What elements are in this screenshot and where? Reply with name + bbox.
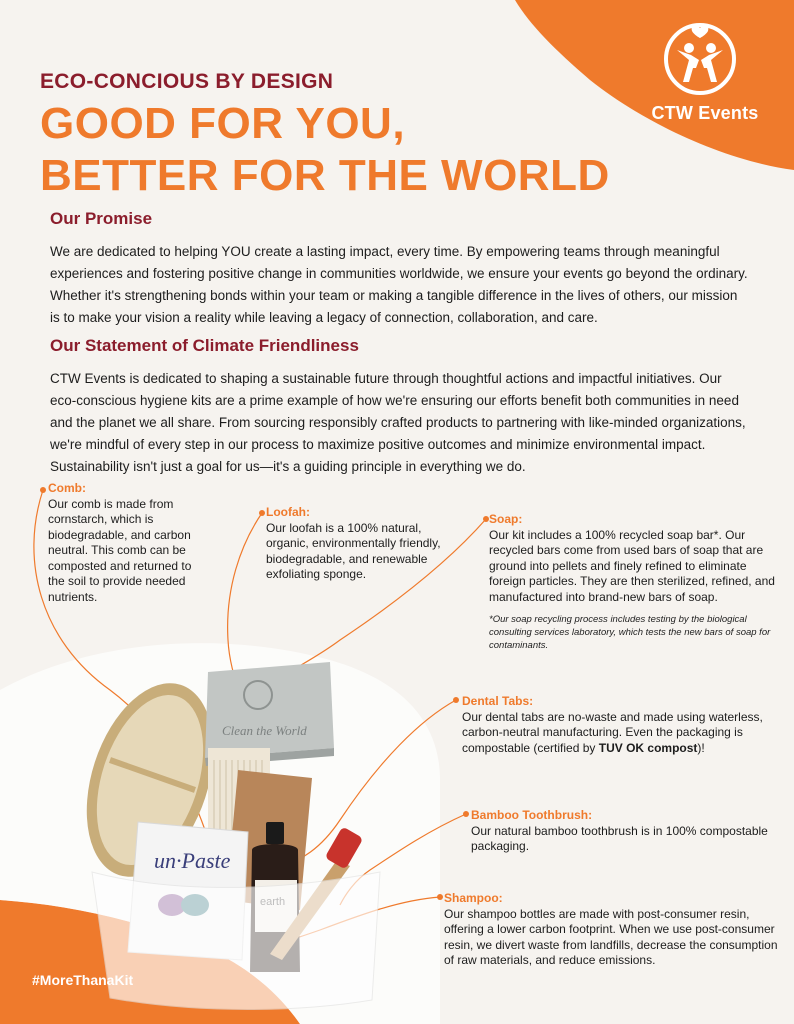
dental-text: Our dental tabs are no-waste and made using waterless, carbon-neutral manufacturing. Even the packaging is compostable (certified by TUV OK compost)!: [462, 709, 763, 755]
toothbrush-dot: [463, 811, 469, 817]
shampoo-text: Our shampoo bottles are made with post-consumer resin, offering a lower carbon footprint. When we use post-consumer resin, we divert waste from landfills, decrease the consumption of raw materials, and reduce emissions.: [444, 906, 778, 967]
comb-callout: [48, 481, 208, 605]
soap-footnote: *Our soap recycling process includes testing by the biological consulting services laboratory, which tests the new bars of soap for contaminants.: [489, 614, 771, 651]
promise-heading: Our Promise: [50, 209, 153, 228]
svg-text:un·Paste: un·Paste: [154, 848, 231, 873]
tuv-ok-compost: TUV OK compost: [598, 740, 698, 755]
dental-title: Dental Tabs:: [462, 694, 534, 708]
hashtag: #MoreThanaKit: [32, 972, 134, 988]
brand-name: CTW Events: [651, 103, 759, 123]
toothbrush-callout: [471, 808, 786, 855]
shampoo-title: Shampoo:: [444, 891, 503, 905]
loofah-text: Our loofah is a 100% natural, organic, environmentally friendly, biodegradable, and renewable exfoliating sponge.: [266, 520, 441, 581]
soap-callout: [489, 512, 784, 652]
shampoo-dot: [437, 894, 443, 900]
dental-callout: [462, 694, 787, 756]
comb-dot: [40, 487, 46, 493]
soap-title: Soap:: [489, 512, 523, 526]
eyebrow-title: ECO-CONCIOUS BY DESIGN: [40, 70, 334, 93]
comb-title: Comb:: [48, 481, 86, 495]
promise-paragraph: We are dedicated to helping YOU create a lasting impact, every time. By empowering teams through meaningful experiences and fostering positive change in communities worldwide, we ensure your events go beyond the ordinary. Whether it's strengthening bonds within your team or making a tangible difference in the lives of others, our mission is to make your vision a reality while leaving a legacy of connection, collaboration, and care.: [50, 244, 748, 325]
toothbrush-title: Bamboo Toothbrush:: [471, 808, 593, 822]
ctw-logo: [645, 20, 765, 130]
loofah-title: Loofah:: [266, 505, 310, 519]
headline-line-1: GOOD FOR YOU,: [40, 99, 406, 148]
soap-text: Our kit includes a 100% recycled soap bar*. Our recycled bars come from used bars of soap that are ground into pellets and finely refined to eliminate foreign particles. They are then sterilized, refined, and manufactured into brand-new bars of soap.: [489, 527, 775, 604]
people-heart-icon: [661, 20, 739, 98]
dental-dot: [453, 697, 459, 703]
loofah-callout: [266, 505, 446, 583]
climate-paragraph: CTW Events is dedicated to shaping a sustainable future through thoughtful actions and impactful initiatives. Our eco-conscious hygiene kits are a prime example of how we're ensuring our efforts benefit both communities in need and the planet we all share. From sourcing responsibly crafted products to partnering with like-minded organizations, we're mindful of every step in our process to maximize positive outcomes and minimize environmental impact. Sustainability isn't just a goal for us—it's a guiding principle in everything we do.: [50, 371, 746, 474]
loofah-dot: [259, 510, 265, 516]
toothbrush-text: Our natural bamboo toothbrush is in 100% compostable packaging.: [471, 823, 768, 853]
headline-line-2: BETTER FOR THE WORLD: [40, 151, 610, 200]
shampoo-callout: [444, 891, 789, 969]
svg-text:Clean the World: Clean the World: [222, 723, 307, 738]
comb-text: Our comb is made from cornstarch, which is biodegradable, and carbon neutral. This comb can be composted and returned to the soil to provide needed nutrients.: [48, 496, 192, 604]
clear-bag-illustration: [92, 872, 380, 1010]
headline: [40, 98, 610, 202]
climate-heading: Our Statement of Climate Friendliness: [50, 336, 359, 355]
